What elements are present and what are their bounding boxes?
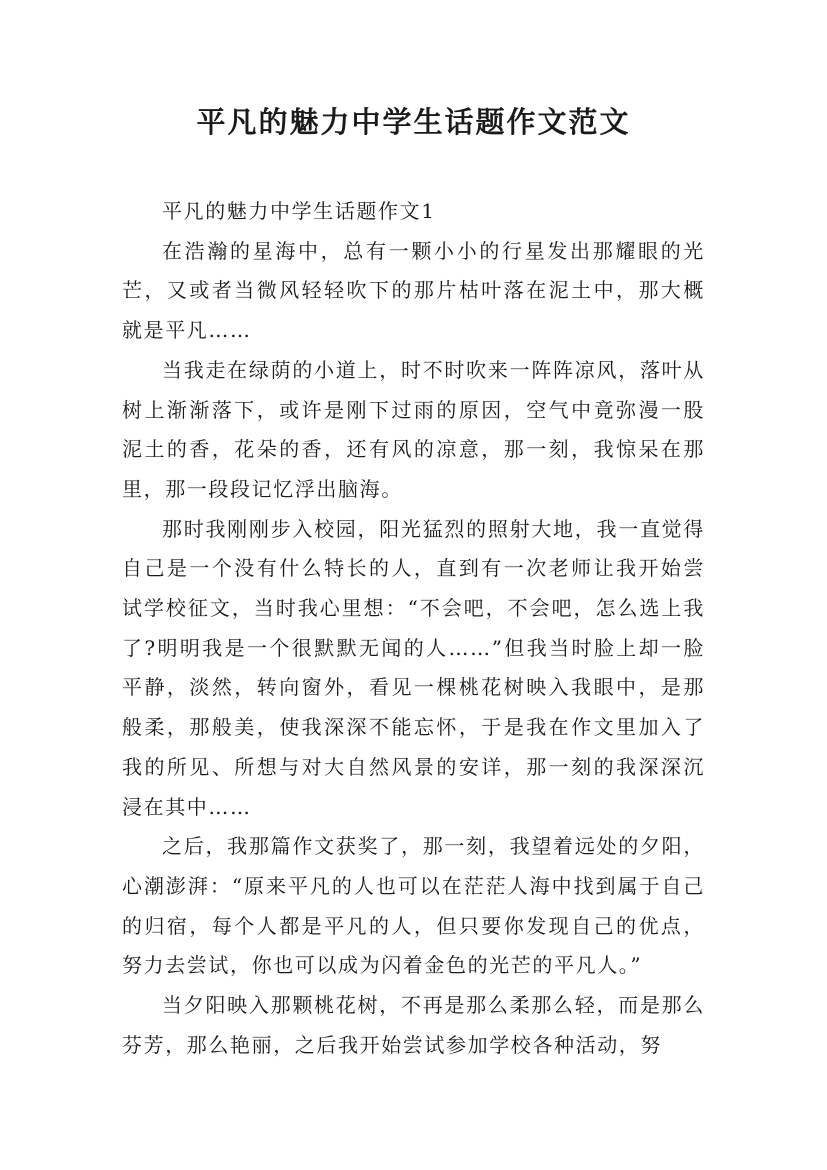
document-body [122, 192, 705, 1065]
paragraph-1: 在浩瀚的星海中，总有一颗小小的行星发出那耀眼的光芒，又或者当微风轻轻吹下的那片枯叶落在泥土中，那大概就是平凡…… [122, 238, 705, 343]
paragraph-5: 当夕阳映入那颗桃花树，不再是那么柔那么轻，而是那么芬芳，那么艳丽，之后我开始尝试参加学校各种活动，努 [122, 993, 705, 1057]
paragraph-3: 那时我刚刚步入校园，阳光猛烈的照射大地，我一直觉得自己是一个没有什么特长的人，直到有一次老师让我开始尝试学校征文，当时我心里想：“不会吧，不会吧，怎么选上我了?明明我是一个很默默无闻的人……”但我当时脸上却一脸平静，淡然，转向窗外，看见一棵桃花树映入我眼中，是那般柔，那般美，使我深深不能忘怀，于是我在作文里加入了我的所见、所想与对大自然风景的安详，那一刻的我深深沉浸在其中…… [122, 516, 705, 819]
subtitle-paragraph: 平凡的魅力中学生话题作文1 [162, 199, 436, 223]
document-title: 平凡的魅力中学生话题作文范文 [196, 105, 631, 139]
paragraph-4: 之后，我那篇作文获奖了，那一刻，我望着远处的夕阳，心潮澎湃：“原来平凡的人也可以在茫茫人海中找到属于自己的归宿，每个人都是平凡的人，但只要你发现自己的优点，努力去尝试，你也可以成为闪着金色的光芒的平凡人。” [122, 834, 705, 978]
paragraph-2: 当我走在绿荫的小道上，时不时吹来一阵阵凉风，落叶从树上渐渐落下，或许是刚下过雨的原因，空气中竟弥漫一股泥土的香，花朵的香，还有风的凉意，那一刻，我惊呆在那里，那一段段记忆浮出脑海。 [122, 357, 705, 501]
